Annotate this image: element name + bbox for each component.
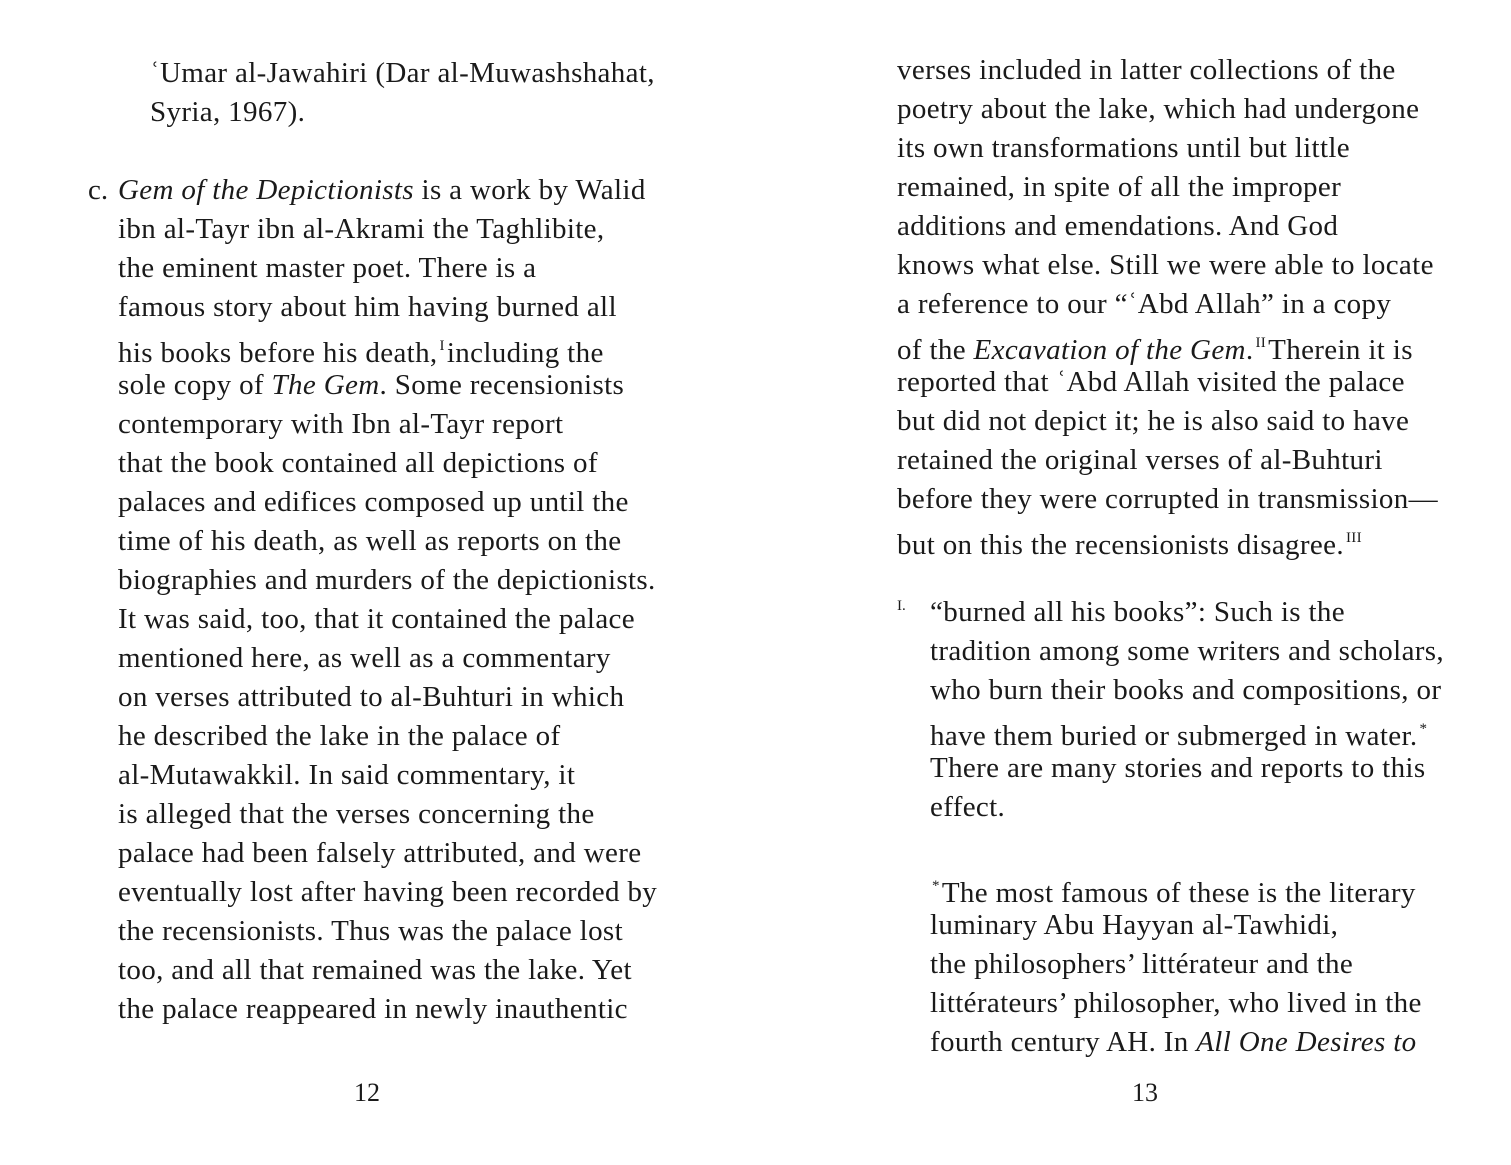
text-line: mentioned here, as well as a commentary — [118, 642, 611, 674]
text-line: palace had been falsely attributed, and were — [118, 837, 642, 869]
text-line — [897, 519, 1438, 561]
text-line: luminary Abu Hayyan al-Tawhidi, — [930, 909, 1339, 941]
footnote-marker-1: I. — [897, 598, 906, 614]
note-item-c — [118, 171, 657, 1029]
text-line: additions and emendations. And God — [897, 210, 1339, 242]
text-line: before they were corrupted in transmission— — [897, 483, 1438, 515]
text-line: poetry about the lake, which had undergone — [897, 93, 1420, 125]
text-segment: including the — [446, 337, 604, 369]
text-line: eventually lost after having been recorded by — [118, 876, 658, 908]
page-number-left: 12 — [354, 1078, 380, 1107]
footnote-1 — [930, 593, 1444, 827]
italic-title: The Gem — [271, 369, 380, 401]
footnote-reference: I — [439, 338, 445, 354]
text-segment: fourth century AH. In — [930, 1026, 1197, 1058]
text-line — [930, 710, 1444, 752]
text-line — [118, 366, 657, 405]
text-line: too, and all that remained was the lake. Yet — [118, 954, 632, 986]
text-line: “burned all his books”: Such is the — [930, 596, 1345, 628]
text-line: reported that ʿAbd Allah visited the palace — [897, 366, 1405, 398]
body-text — [897, 51, 1438, 561]
text-segment: . — [1245, 334, 1254, 366]
text-line: palaces and edifices composed up until the — [118, 486, 629, 518]
text-segment: . Some recensionists — [379, 369, 625, 401]
citation-continuation — [150, 54, 655, 132]
text-line: knows what else. Still we were able to locate — [897, 249, 1434, 281]
footnote-reference: * — [932, 878, 940, 894]
text-line: contemporary with Ibn al-Tayr report — [118, 408, 564, 440]
text-segment: is a work by Walid — [413, 174, 646, 206]
text-line — [897, 324, 1438, 366]
text-line: a reference to our “ʿAbd Allah” in a copy — [897, 288, 1392, 320]
italic-title: All One Desires to — [1196, 1026, 1417, 1058]
text-segment: have them buried or submerged in water. — [930, 720, 1418, 752]
text-segment: The most famous of these is the literary — [941, 877, 1416, 909]
text-line — [930, 1023, 1422, 1062]
text-line — [118, 171, 657, 210]
text-line — [930, 867, 1422, 909]
text-segment: his books before his death, — [118, 337, 438, 369]
text-line: he described the lake in the palace of — [118, 720, 561, 752]
text-line: who burn their books and compositions, or — [930, 674, 1442, 706]
text-line: its own transformations until but little — [897, 132, 1350, 164]
footnote-reference: II — [1255, 335, 1267, 351]
text-line: the palace reappeared in newly inauthentic — [118, 993, 628, 1025]
text-line: There are many stories and reports to this — [930, 752, 1426, 784]
text-line: but did not depict it; he is also said to have — [897, 405, 1410, 437]
text-line: that the book contained all depictions of — [118, 447, 598, 479]
text-line: effect. — [930, 791, 1006, 823]
text-line: the eminent master poet. There is a — [118, 252, 537, 284]
footnote-reference: III — [1345, 530, 1362, 546]
text-segment: Therein it is — [1268, 334, 1413, 366]
text-line: the recensionists. Thus was the palace lost — [118, 915, 623, 947]
text-line: littérateurs’ philosopher, who lived in the — [930, 987, 1422, 1019]
text-segment: but on this the recensionists disagree. — [897, 529, 1344, 561]
list-marker-c: c. — [88, 174, 109, 206]
text-line: ibn al-Tayr ibn al-Akrami the Taghlibite, — [118, 213, 605, 245]
footnote-subnote — [930, 867, 1422, 1062]
text-line: the philosophers’ littérateur and the — [930, 948, 1354, 980]
text-line: tradition among some writers and scholars, — [930, 635, 1445, 667]
italic-title: Excavation of the Gem — [973, 334, 1246, 366]
text-segment: sole copy of — [118, 369, 272, 401]
text-line: al-Mutawakkil. In said commentary, it — [118, 759, 576, 791]
text-line: remained, in spite of all the improper — [897, 171, 1342, 203]
text-line — [118, 327, 657, 369]
page-number-right: 13 — [1132, 1078, 1158, 1107]
text-line: on verses attributed to al-Buhturi in which — [118, 681, 625, 713]
footnote-reference: * — [1419, 721, 1428, 737]
text-segment: of the — [897, 334, 974, 366]
text-line: It was said, too, that it contained the palace — [118, 603, 635, 635]
text-line: is alleged that the verses concerning the — [118, 798, 595, 830]
text-line: time of his death, as well as reports on the — [118, 525, 622, 557]
text-line: Syria, 1967). — [150, 96, 306, 128]
text-line: retained the original verses of al-Buhturi — [897, 444, 1383, 476]
text-line: biographies and murders of the depictionists. — [118, 564, 656, 596]
italic-title: Gem of the Depictionists — [118, 174, 414, 206]
text-line: ʿUmar al-Jawahiri (Dar al-Muwashshahat, — [150, 57, 655, 89]
text-line: famous story about him having burned all — [118, 291, 617, 323]
text-line: verses included in latter collections of the — [897, 54, 1396, 86]
